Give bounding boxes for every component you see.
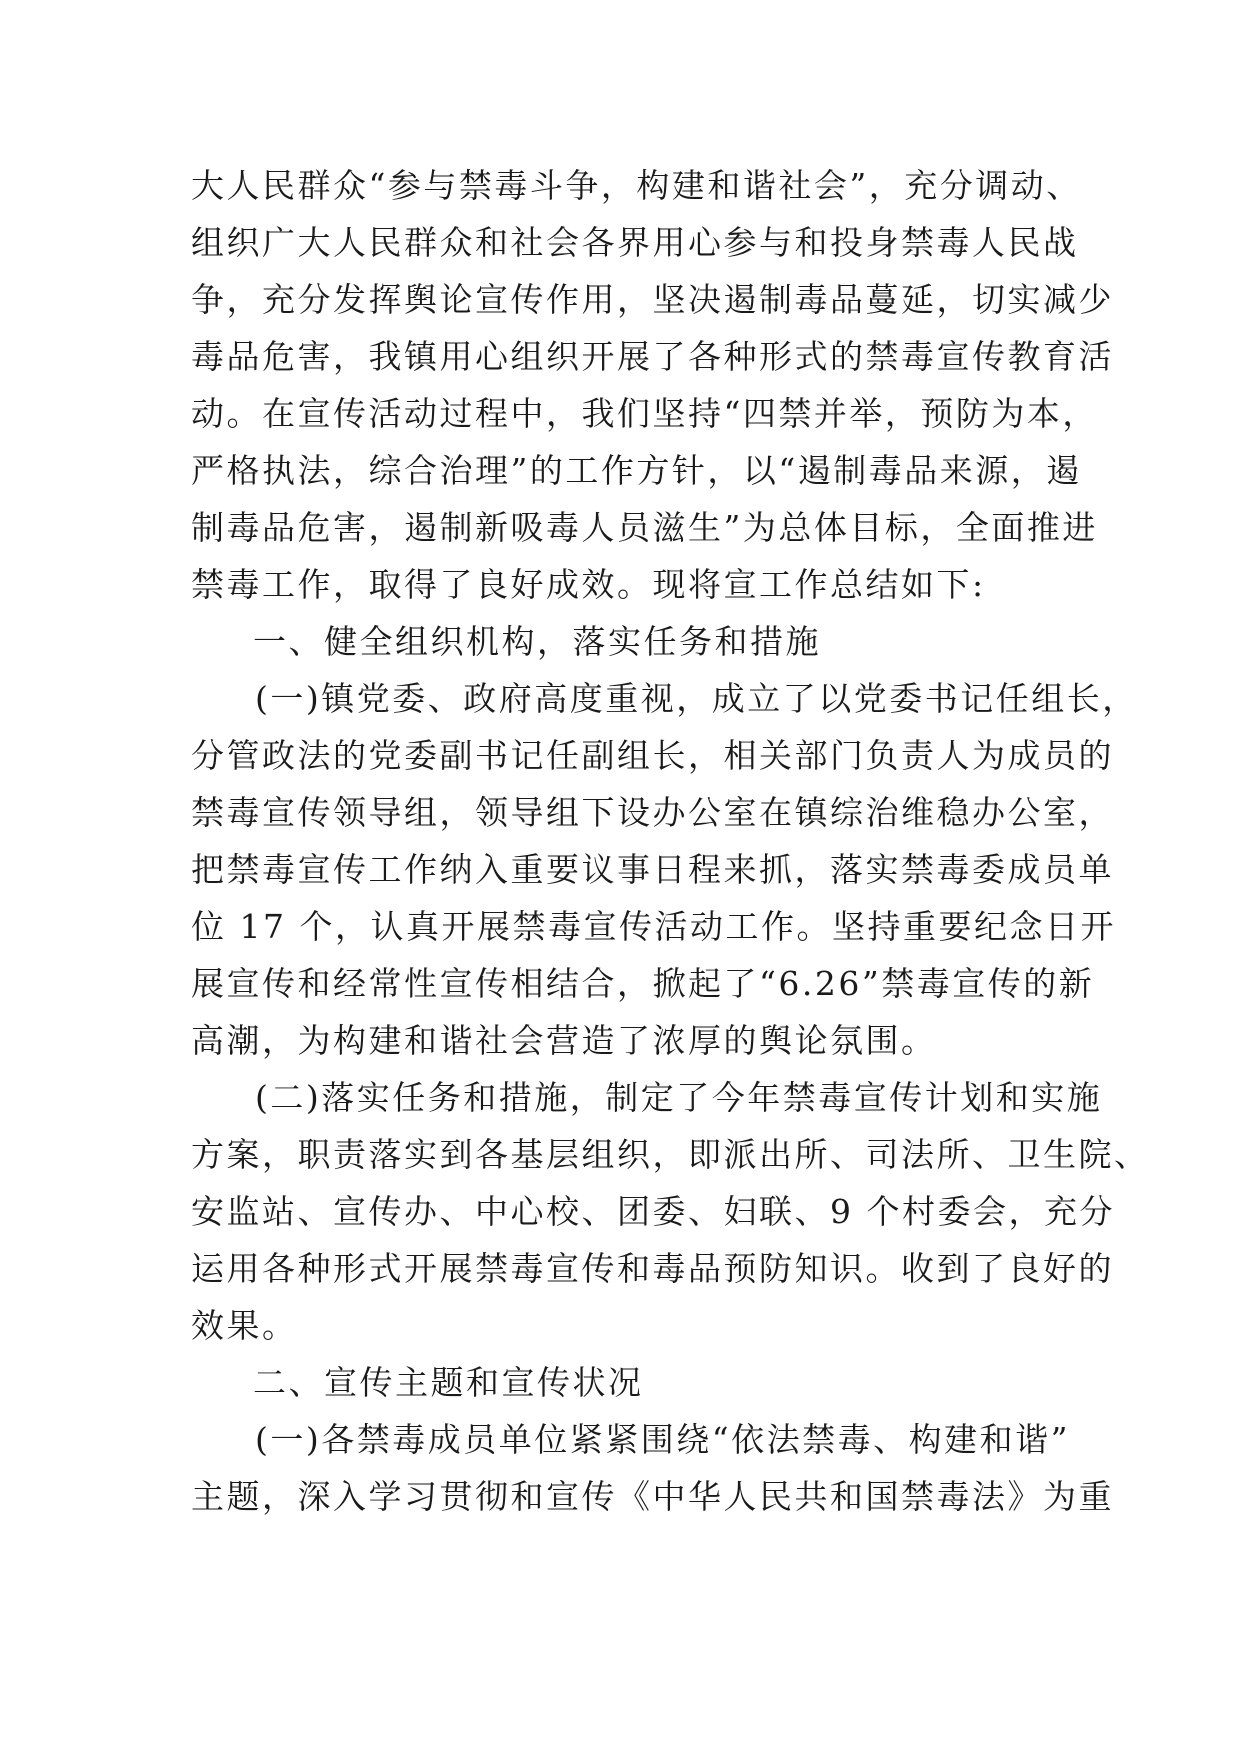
text-line: 大人民群众“参与禁毒斗争，构建和谐社会”，充分调动、 (191, 166, 1082, 205)
text-line: 毒品危害，我镇用心组织开展了各种形式的禁毒宣传教育活 (191, 337, 1114, 376)
text-line: 效果。 (191, 1306, 298, 1345)
text-line: 主题，深入学习贯彻和宣传《中华人民共和国禁毒法》为重 (191, 1477, 1114, 1516)
text-line: 把禁毒宣传工作纳入重要议事日程来抓，落实禁毒委成员单 (191, 850, 1114, 889)
section-heading-2: 二、宣传主题和宣传状况 (253, 1363, 644, 1402)
text-line: 禁毒工作，取得了良好成效。现将宣工作总结如下: (191, 565, 986, 604)
paragraph-start: (一)镇党委、政府高度重视，成立了以党委书记任组长， (255, 679, 1138, 718)
text-line: 动。在宣传活动过程中，我们坚持“四禁并举，预防为本， (191, 394, 1098, 433)
paragraph-start: (二)落实任务和措施，制定了今年禁毒宣传计划和实施 (255, 1078, 1103, 1117)
text-line: 争，充分发挥舆论宣传作用，坚决遏制毒品蔓延，切实减少 (191, 280, 1114, 319)
text-line: 展宣传和经常性宣传相结合，掀起了“6.26”禁毒宣传的新 (191, 964, 1095, 1003)
text-line: 严格执法，综合治理”的工作方针，以“遏制毒品来源，遏 (191, 451, 1082, 490)
text-line: 组织广大人民群众和社会各界用心参与和投身禁毒人民战 (191, 223, 1079, 262)
section-heading-1: 一、健全组织机构，落实任务和措施 (253, 622, 821, 661)
paragraph-start: (一)各禁毒成员单位紧紧围绕“依法禁毒、构建和谐” (255, 1420, 1070, 1459)
text-line: 制毒品危害，遏制新吸毒人员滋生”为总体目标，全面推进 (191, 508, 1098, 547)
text-line: 分管政法的党委副书记任副组长，相关部门负责人为成员的 (191, 736, 1114, 775)
text-line: 高潮，为构建和谐社会营造了浓厚的舆论氛围。 (191, 1021, 937, 1060)
text-line: 运用各种形式开展禁毒宣传和毒品预防知识。收到了良好的 (191, 1249, 1114, 1288)
text-line: 位 17 个，认真开展禁毒宣传活动工作。坚持重要纪念日开 (191, 907, 1116, 946)
text-line: 方案，职责落实到各基层组织，即派出所、司法所、卫生院、 (191, 1135, 1150, 1174)
text-line: 安监站、宣传办、中心校、团委、妇联、9 个村委会，充分 (191, 1192, 1115, 1231)
text-line: 禁毒宣传领导组，领导组下设办公室在镇综治维稳办公室， (191, 793, 1114, 832)
